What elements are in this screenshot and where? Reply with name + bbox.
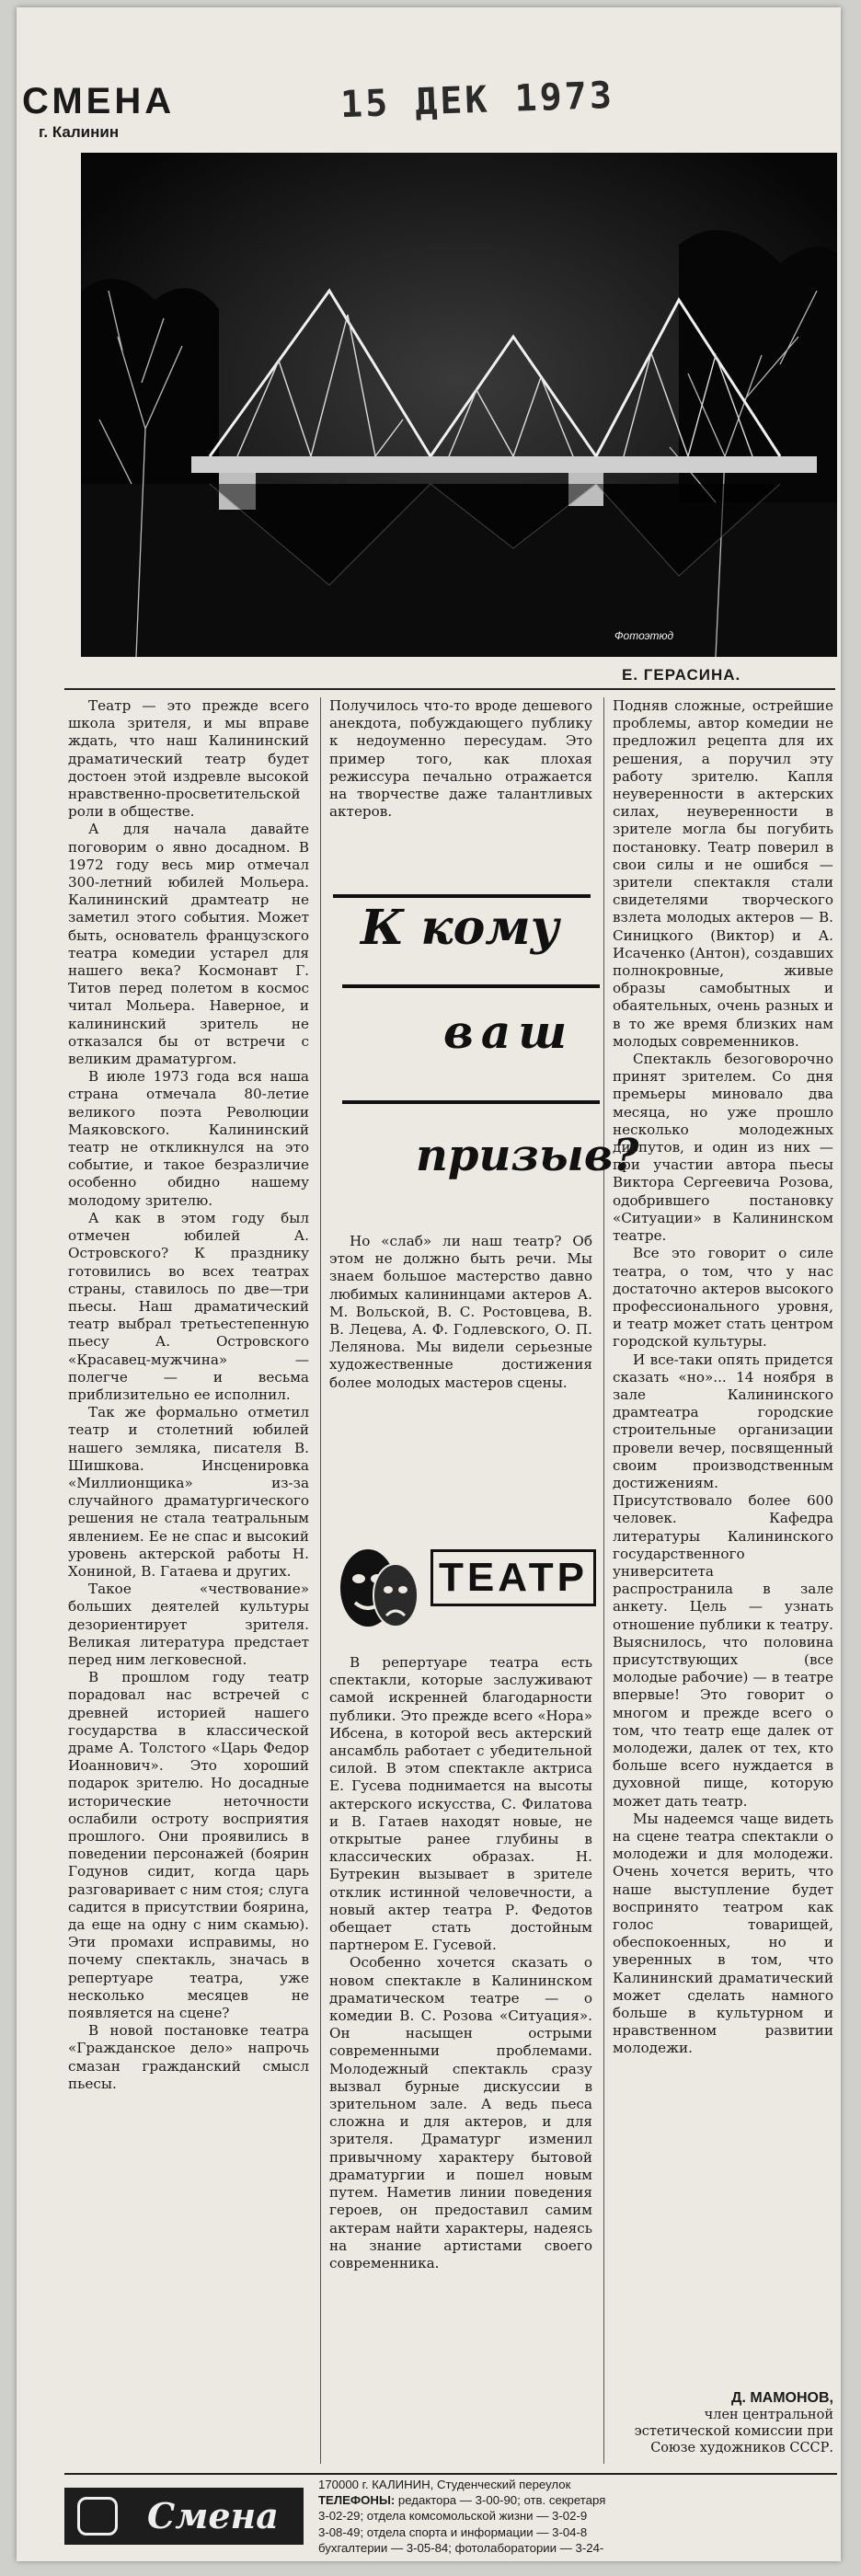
footer-phones-line-4: бухгалтерии — 3-05-84; фотолаборатории — 3-24- <box>318 2540 604 2555</box>
telephone-icon <box>77 2497 118 2536</box>
paragraph: Особенно хочется сказать о новом спектакле в Калининском драматическом театре — о комедии В. С. Розова «Ситуация». Он насыщен острыми современными проблемами. Молодежный спектакль сразу вызвал бурные дискуссии в зрительном зале. А ведь пьеса сложна и для актеров, и для зрителя. Драматург изменил привычному характеру бытовой драматургии и пошел новым путем. Наметив линии поведения героев, он предоставил самим актерам найти характеры, надеясь на знание артистами своего современника. <box>329 1954 592 2271</box>
column-1 <box>68 697 309 2434</box>
newspaper-clipping <box>17 7 841 2561</box>
footer <box>64 2473 837 2559</box>
paragraph: А как в этом году был отмечен юбилей А. Островского? К празднику готовились во всех театрах страны, ставилось по две—три пьесы. Наш драматический театр выбрал третьестепенную пьесу А. Островского «Красавец-мужчина» — полегче — и весьма приблизительно ее исполнил. <box>68 1209 309 1403</box>
paragraph: В июле 1973 года вся наша страна отмечала 80-летие великого поэта Революции Маяковского. Калининский театр не откликнулся на это событие, и такое безразличие особенно обидно нашему молодому зрителю. <box>68 1068 309 1209</box>
headline-line-2: ваш <box>443 1005 575 1059</box>
photo-caption: Фотоэтюд <box>614 629 674 642</box>
theatre-rubric <box>329 1540 596 1639</box>
column-2-bottom <box>329 1654 592 2473</box>
headline-rule <box>333 894 591 898</box>
theatre-masks-icon <box>335 1542 423 1638</box>
paragraph: В прошлом году театр порадовал нас встречей с древней историей нашего государства в классической драме А. Толстого «Царь Федор Иоаннович». Это хороший подарок зрителю. Но досадные исторические неточности ослабили остроту восприятия прошлого. Они проявились в поведении персонажей (боярин Годунов сидит, когда царь разговаривает с ним стоя; слуга садится в присутствии боярина, да еще на одну с ним скамью). Эти промахи исправимы, но почему спектакль, значась в репертуаре театра, уже несколько месяцев не появляется на сцене? <box>68 1669 309 2022</box>
author-signature <box>613 2390 833 2456</box>
footer-contacts <box>318 2477 837 2556</box>
headline-line-1: К кому <box>361 900 559 956</box>
footer-phones-label: ТЕЛЕФОНЫ: <box>318 2493 396 2508</box>
footer-address: 170000 г. КАЛИНИН, Студенческий переулок <box>318 2478 571 2491</box>
masthead <box>17 61 841 141</box>
paragraph: Мы надеемся чаще видеть на сцене театра спектакли о молодежи и для молодежи. Очень хочется верить, что наше выступление будет воспринято театром как голос товарищей, обеспокоенных, но и уверенных в том, что Калининский драматический может сделать намного больше в культурном и нравственном развитии молодежи. <box>613 1810 833 2057</box>
newspaper-name: СМЕНА <box>22 81 176 121</box>
paragraph: Все это говорит о силе театра, о том, что у нас достаточно актеров высокого профессионального уровня, и театр может стать центром городской культуры. <box>613 1245 833 1351</box>
rubric-label: ТЕАТР <box>430 1549 596 1606</box>
bridge-photo <box>81 153 837 657</box>
photo-credit: Е. ГЕРАСИНА. <box>622 666 741 684</box>
paragraph: Так же формально отметил театр и столетний юбилей нашего земляка, писателя В. Шишкова. Инсценировка «Миллионщика» из-за случайного драматургического решения не стала театральным явлением. Ее не спас и высокий уровень актерской работы Н. Хониной, В. Гатаева и других. <box>68 1404 309 1580</box>
headline-rule <box>342 984 600 988</box>
column-2-top <box>329 697 592 887</box>
column-2-middle <box>329 1233 592 1463</box>
paragraph: И все-таки опять придется сказать «но»... 14 ноября в зале Калининского драмтеатра городские строительные организации провели вечер, посвященный своим производственным достижениям. Присутствовало более 600 человек. Кафедра литературы Калининского государственного университета распространила в зале анкету. Цель — узнать отношение публики к театру. Выяснилось, что половина присутствующих (все молодые рабочие) — в театре впервые! Это говорит о многом и прежде всего о том, что театр еще далек от молодежи, далек от тех, кто больше всего нуждается в духовной пище, которую может дать театр. <box>613 1351 833 1810</box>
author-name: Д. МАМОНОВ, <box>731 2390 833 2406</box>
paragraph: Подняв сложные, острейшие проблемы, автор комедии не предложил рецепта для их решения, а поручил эту работу зрителю. Капля неуверенности в актерских силах, неуверенности в зрителе могла бы погубить постановку. Театр поверил в свои силы и не ошибся — зрители спектакля стали свидетелями творческого взлета молодых актеров — В. Синицкого (Виктор) и А. Исаченко (Антон), создавших полнокровные, живые образы самобытных и обаятельных, очень разных и в то же время близких нам молодых современников. <box>613 697 833 1050</box>
paragraph: Но «слаб» ли наш театр? Об этом не должно быть речи. Мы знаем большое мастерство давно любимых калининцами актеров А. М. Вольской, В. С. Ростовцева, В. В. Лецева, А. Ф. Годлевского, О. П. Лелянова. Мы видели серьезные художественные достижения более молодых мастеров сцены. <box>329 1233 592 1391</box>
bridge-illustration <box>81 153 837 657</box>
footer-phones-line-3: 3-08-49; отдела спорта и информации — 3-04-8 <box>318 2524 588 2539</box>
date-stamp: 15 ДЕК 1973 <box>339 74 615 127</box>
paragraph: А для начала давайте поговорим о явно досадном. В 1972 году весь мир отмечал 300-летний юбилей Мольера. Калининский драмтеатр не заметил этого события. Может быть, основатель французского театра комедии устарел для нашего века? Космонавт Г. Титов перед полетом в космос читал Мольера. Наверное, и калининский зритель не отказался бы от встречи с великим драматургом. <box>68 821 309 1068</box>
newspaper-city: г. Калинин <box>39 123 120 141</box>
paragraph: Такое «чествование» больших деятелей культуры дезориентирует зрителя. Великая литература предстает перед ним легковесной. <box>68 1581 309 1668</box>
paragraph: В репертуаре театра есть спектакли, которые заслуживают самой искренней благодарности публики. Это прежде всего «Нора» Ибсена, в которой весь актерский ансамбль работает с убедительной силой. В этом спектакле актриса Е. Гусева поднимается на высоты актерского искусства, С. Филатова и В. Гатаев находят новые, не открытые ранее глубины в классических образах. Н. Бутрекин вызывает в зрителе отклик истинной человечности, а новый актер театра Р. Федотов обещает стать достойным партнером Е. Гусевой. <box>329 1654 592 1954</box>
footer-logo <box>64 2488 304 2545</box>
column-3 <box>613 697 833 2379</box>
footer-phones-line-1 <box>318 2492 837 2508</box>
author-role: член центральной эстетической комиссии при Союзе художников СССР. <box>634 2408 833 2455</box>
footer-phones-line-2: 3-02-29; отдела комсомольской жизни — 3-02-9 <box>318 2509 588 2524</box>
paragraph: Получилось что-то вроде дешевого анекдота, побуждающего публику к недоуменно пересудам. Это пример того, как плохая режиссура печально отражается на творчестве даже талантливых актеров. <box>329 697 592 821</box>
headline <box>333 894 639 1244</box>
column-divider <box>320 697 321 2464</box>
footer-phone-text: редактора — 3-00-90; отв. секретаря <box>397 2493 606 2508</box>
headline-rule <box>342 1100 600 1104</box>
headline-line-3: призыв? <box>416 1130 639 1181</box>
top-rule <box>64 688 835 690</box>
footer-logo-text: Смена <box>147 2495 279 2536</box>
paragraph: Спектакль безоговорочно принят зрителем. Со дня премьеры миновало два месяца, но уже прошло несколько молодежных диспутов, и один из них — при участии автора пьесы Виктора Сергеевича Розова, одобрившего постановку «Ситуации» в Калининском театре. <box>613 1051 833 1245</box>
paragraph: Театр — это прежде всего школа зрителя, и мы вправе ждать, что наш Калининский драматический театр будет достоен этой издревле высокой нравственно-просветительской роли в обществе. <box>68 697 309 821</box>
paragraph: В новой постановке театра «Гражданское дело» напрочь смазан гражданский смысл пьесы. <box>68 2022 309 2092</box>
